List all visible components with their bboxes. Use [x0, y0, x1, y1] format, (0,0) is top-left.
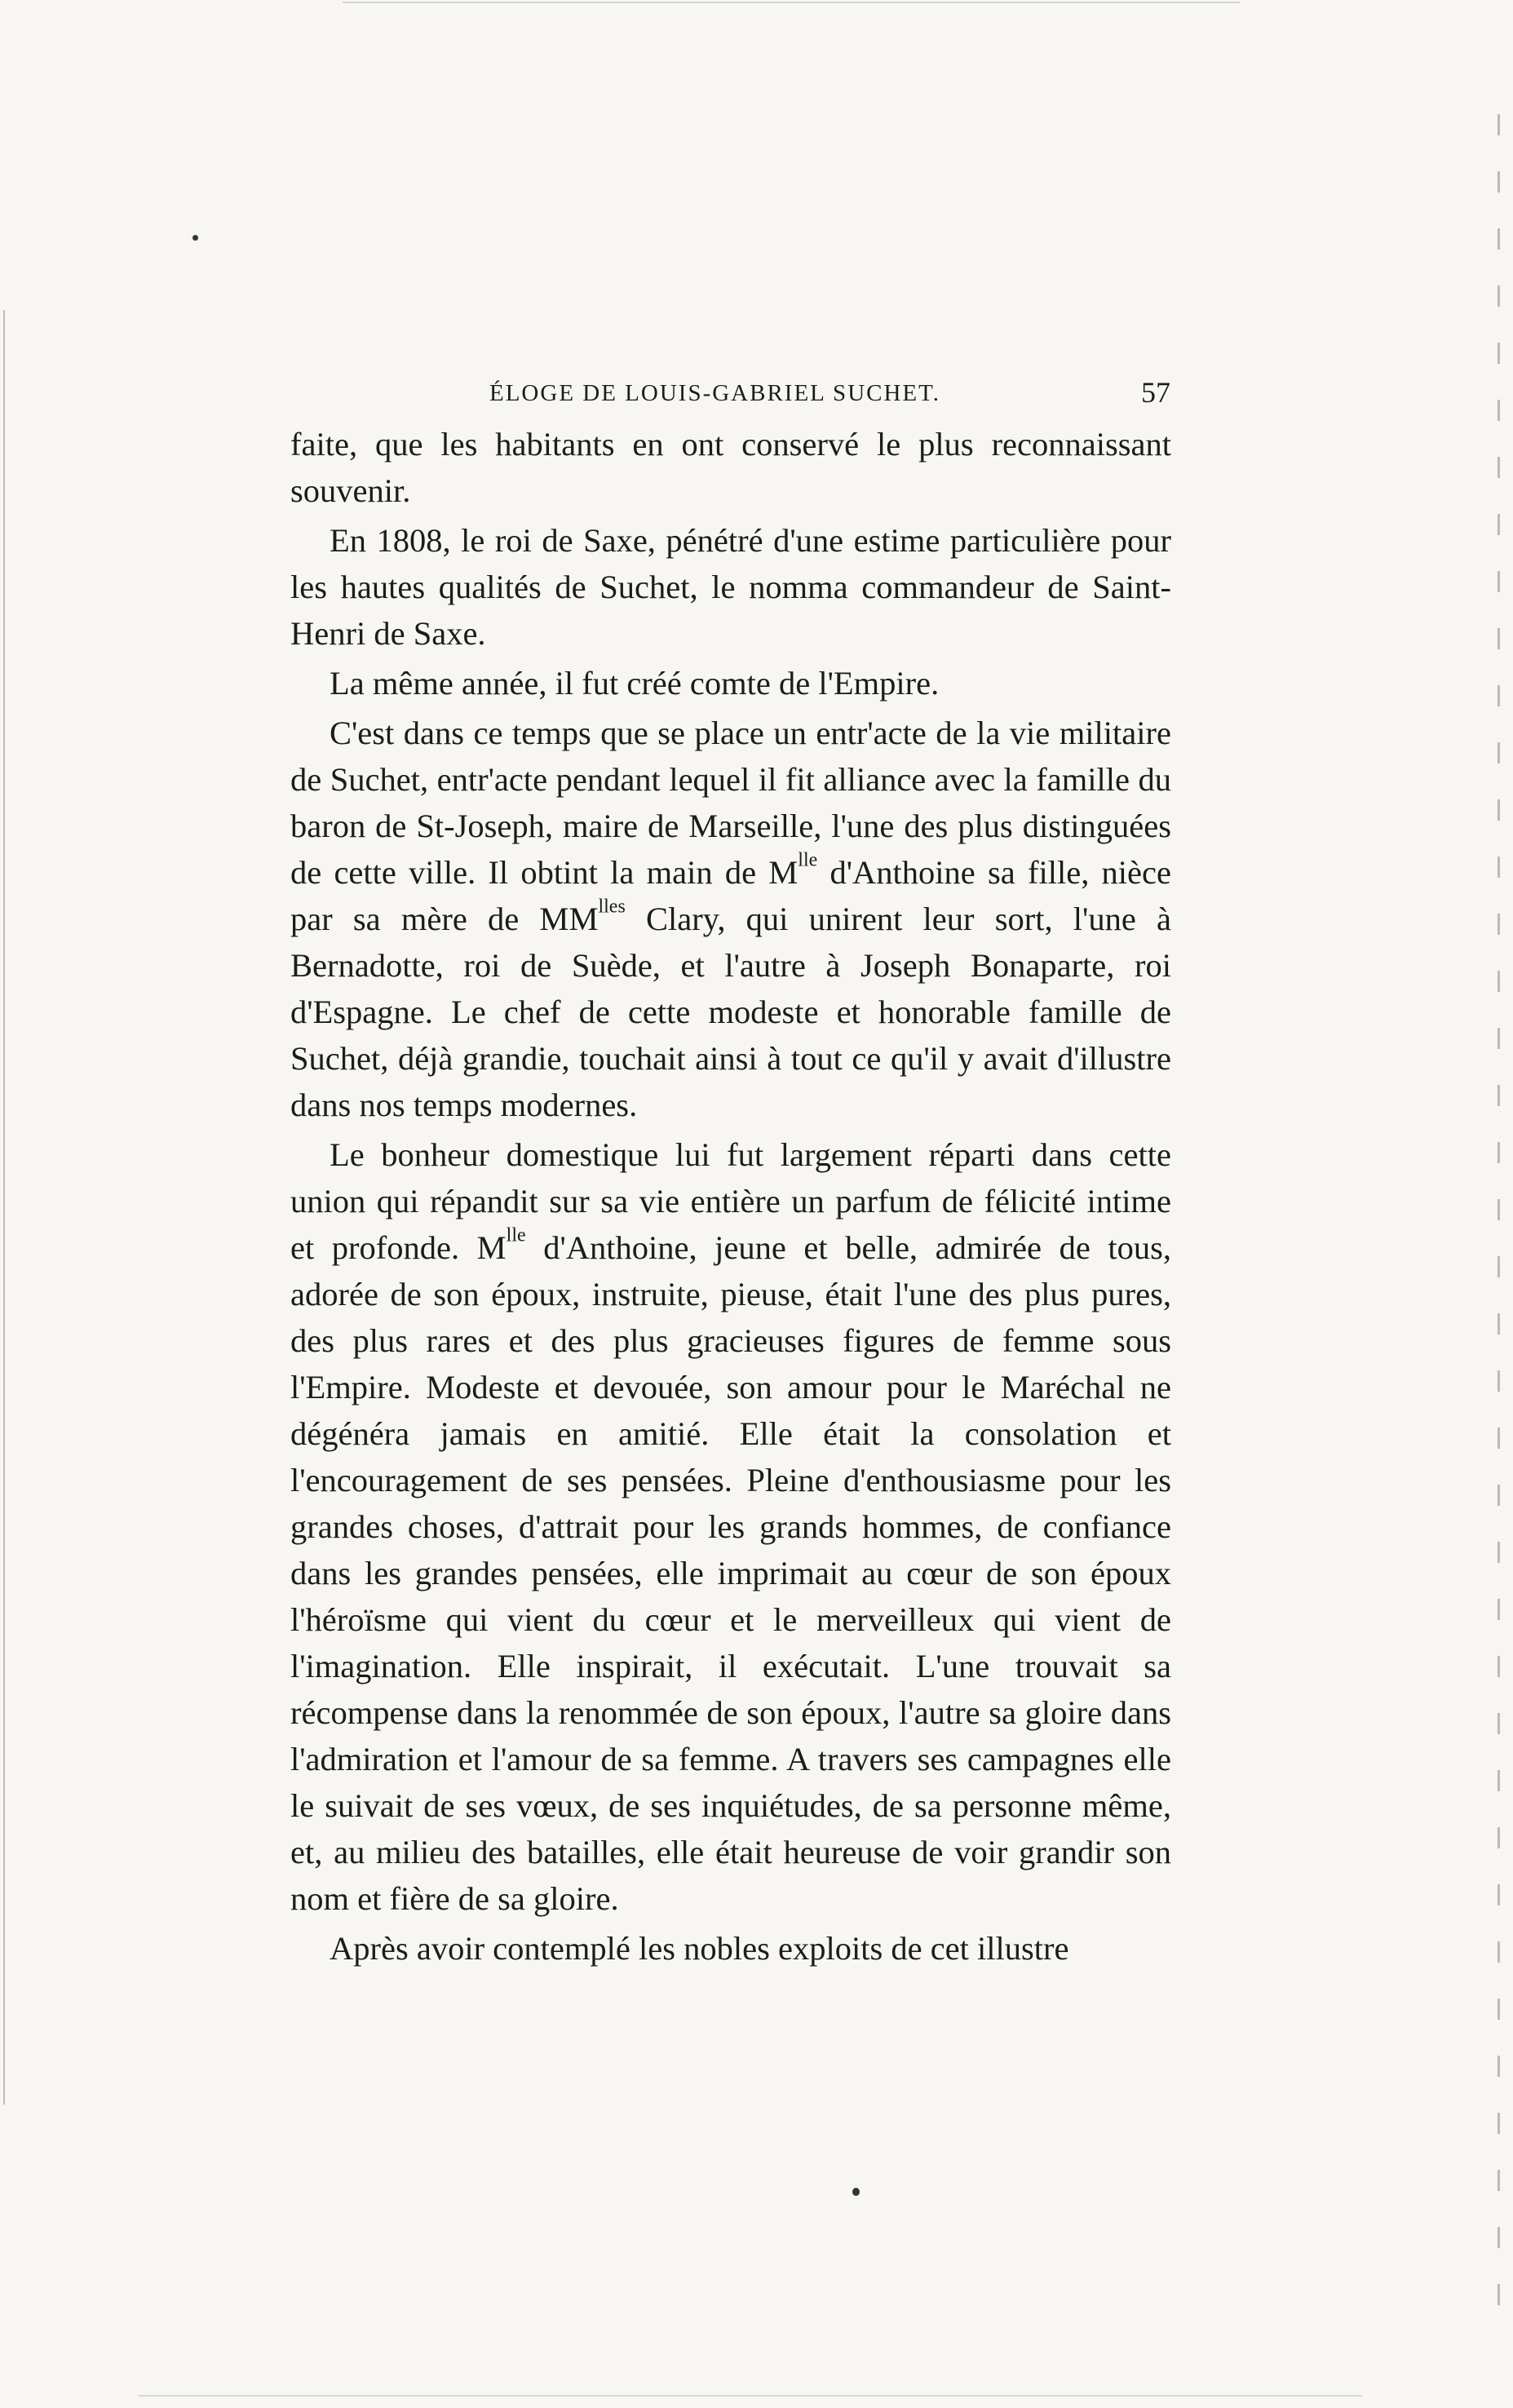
paragraph-4-text-b: d'Anthoine sa fille, nièce par sa mère de MM	[290, 854, 1171, 937]
ink-speck	[192, 235, 198, 241]
paragraph-4	[290, 710, 1171, 1128]
paragraph-4-text-a: C'est dans ce temps que se place un entr'acte de la vie militaire de Suchet, entr'acte pendant lequel il fit alliance avec la famille du baron de St-Joseph, maire de Marseille, l'une des plus distinguées de cette ville. Il obtint la main de M	[290, 715, 1171, 891]
paragraph-1: faite, que les habitants en ont conservé le plus reconnaissant souvenir.	[290, 426, 1171, 509]
paragraph-4-text-c: Clary, qui unirent leur sort, l'une à Bernadotte, roi de Suède, et l'autre à Joseph Bonaparte, roi d'Espagne. Le chef de cette modeste et honorable famille de Suchet, déjà grandie, touchait ainsi à tout ce qu'il y avait d'illustre dans nos temps modernes.	[290, 901, 1171, 1123]
scan-edge-left	[3, 310, 5, 2105]
superscript-mmlles: lles	[598, 896, 626, 918]
paragraph-3: La même année, il fut créé comte de l'Empire.	[330, 665, 940, 702]
scan-edge-top	[343, 2, 1240, 3]
page-header	[440, 375, 1179, 416]
page-number: 57	[1141, 376, 1170, 409]
paragraph-5-text-a: Le bonheur domestique lui fut largement réparti dans cette union qui répandit sur sa vie entière un parfum de félicité intime et profonde. M	[290, 1136, 1171, 1266]
paragraph-6: Après avoir contemplé les nobles exploits de cet illustre	[330, 1930, 1069, 1967]
scan-edge-bottom	[139, 2395, 1362, 2397]
running-title: ÉLOGE DE LOUIS-GABRIEL SUCHET.	[489, 380, 940, 406]
superscript-mlle: lle	[506, 1224, 526, 1246]
scan-edge-right	[1498, 114, 1500, 2317]
paragraph-5	[290, 1131, 1171, 1922]
paragraph-2: En 1808, le roi de Saxe, pénétré d'une estime particulière pour les hautes qualités de Suchet, le nomma commandeur de Saint-Henri de Saxe.	[290, 522, 1171, 652]
paragraph-5-text-b: d'Anthoine, jeune et belle, admirée de tous, adorée de son époux, instruite, pieuse, était l'une des plus pures, des plus rares et des plus gracieuses figures de femme sous l'Empire. Modeste et devouée, son amour pour le Maréchal ne dégénéra jamais en amitié. Elle était la consolation et l'encouragement de ses pensées. Pleine d'enthousiasme pour les grandes choses, d'attrait pour les grands hommes, de confiance dans les grandes pensées, elle imprimait au cœur de son époux l'héroïsme qui vient du cœur et le merveilleux qui vient de l'imagination. Elle inspirait, il exécutait. L'une trouvait sa récompense dans la renommée de son époux, l'autre sa gloire dans l'admiration et l'amour de sa femme. A travers ses campagnes elle le suivait de ses vœux, de ses inquiétudes, de sa personne même, et, au milieu des batailles, elle était heureuse de voir grandir son nom et fière de sa gloire.	[290, 1229, 1171, 1917]
superscript-mlle: lle	[798, 849, 818, 871]
body-text	[290, 421, 1171, 1975]
ink-speck	[852, 2188, 860, 2196]
